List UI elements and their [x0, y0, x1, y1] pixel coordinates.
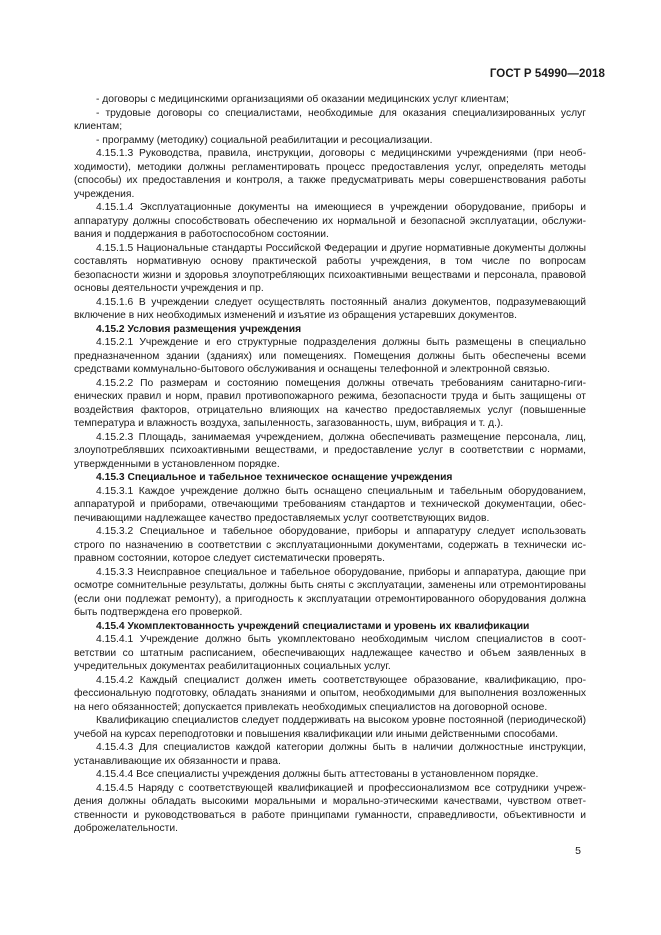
- paragraph: - программу (методику) социальной реабилитации и ресоциализации.: [96, 134, 433, 146]
- paragraph: 4.15.2.2 По размерам и состоянию помещения должны отвечать требованиям санитарно-гигиенических правил и норм, правил противопожарного режима, безопасности труда и быть защищены от воздействия факторов, отрицательно влияющих на качество предоставляемых услуг (повышенные температура и влажность воздуха, запыленность, загазованность, шум, вибрация и т. д.).: [74, 377, 586, 429]
- paragraph: 4.15.2.3 Площадь, занимаемая учреждением, должна обеспечивать размещение персонала, лиц, злоупотреблявших психоактивными веществами, и предоставление услуг в соответствии с нормами, утвержденными в установленном порядке.: [74, 431, 586, 470]
- paragraph: 4.15.4.3 Для специалистов каждой категории должны быть в наличии должностные инструкции, устанавливающие их обязанности и права.: [74, 742, 586, 767]
- paragraph: 4.15.3.1 Каждое учреждение должно быть оснащено специальным и табельным оборудованием, аппаратурой и приборами, отвечающими требованиям стандартов и технической документации, обеспечивающими надлежащее качество предоставляемых услуг соответствующих видов.: [74, 485, 586, 524]
- paragraph: 4.15.3.3 Неисправное специальное и табельное оборудование, приборы и аппаратура, дающие при осмотре сомнительные результаты, должны быть сняты с эксплуатации, заменены или отремонтированы (если они подлежат ремонту), а пригодность к эксплуатации отремонтированного оборудования должна быть подтверждена его проверкой.: [74, 566, 586, 618]
- paragraph: Квалификацию специалистов следует поддерживать на высоком уровне постоянной (периодической) учебой на курсах переподготовки и повышения квалификации или иными действенными способами.: [74, 715, 586, 740]
- page-number: 5: [575, 845, 581, 857]
- paragraph: 4.15.2.1 Учреждение и его структурные подразделения должны быть размещены в специально предназначенном здании (зданиях) или помещениях. Помещения должны быть обеспечены всеми средствами коммунально-бытового обслуживания и оснащены телефонной и электронной связью.: [74, 337, 586, 375]
- paragraph: - трудовые договоры со специалистами, необходимые для оказания специализированных услуг клиентам;: [74, 107, 586, 132]
- section-heading: 4.15.4 Укомплектованность учреждений специалистами и уровень их квалификации: [96, 620, 530, 632]
- paragraph: 4.15.3.2 Специальное и табельное оборудование, приборы и аппаратуру следует использовать строго по назначению в соответствии с эксплуатационными документами, содержать в технически исправном состоянии, которое следует систематически проверять.: [74, 526, 586, 564]
- paragraph: - договоры с медицинскими организациями об оказании медицинских услуг клиентам;: [96, 94, 509, 105]
- section-heading: 4.15.2 Условия размещения учреждения: [96, 323, 302, 335]
- paragraph: 4.15.1.4 Эксплуатационные документы на имеющиеся в учреждении оборудование, приборы и аппаратуру должны способствовать обеспечению их нормальной и безопасной эксплуатации, обслуживания и поддержания в работоспособном состоянии.: [74, 202, 586, 240]
- section-heading: 4.15.3 Специальное и табельное техническое оснащение учреждения: [96, 472, 453, 483]
- paragraph: 4.15.4.1 Учреждение должно быть укомплектовано необходимым числом специалистов в соответствии со штатным расписанием, обеспечивающих надлежащее качество и объем заявленных в учредительных документах реабилитационных социальных услуг.: [74, 634, 586, 672]
- paragraph: 4.15.1.6 В учреждении следует осуществлять постоянный анализ документов, подразумевающий включение в них необходимых изменений и изъятие из обращения устаревших документов.: [74, 296, 586, 321]
- paragraph: 4.15.1.5 Национальные стандарты Российской Федерации и другие нормативные документы должны составлять нормативную основу практической работы учреждения, в том числе по вопросам безопасности жизни и здоровья злоупотребляющих психоактивными веществами и персонала, правовой основы деятельности учреждения и пр.: [74, 242, 586, 294]
- document-body: [74, 93, 586, 836]
- paragraph: 4.15.4.2 Каждый специалист должен иметь соответствующее образование, квалификацию, профессиональную подготовку, обладать знаниями и опытом, необходимыми для выполнения возложенных на него обязанностей; допускается привлекать необходимых специалистов на договорной основе.: [74, 674, 586, 713]
- paragraph: 4.15.4.5 Наряду с соответствующей квалификацией и профессионализмом все сотрудники учреждения должны обладать высокими моральными и морально-этическими качествами, чувством ответственности и руководствоваться в работе принципами гуманности, справедливости, объективности и доброжелательности.: [74, 782, 586, 834]
- paragraph: 4.15.4.4 Все специалисты учреждения должны быть аттестованы в установленном порядке.: [96, 769, 539, 780]
- document-code-header: ГОСТ Р 54990—2018: [489, 68, 605, 80]
- paragraph: 4.15.1.3 Руководства, правила, инструкции, договоры с медицинскими учреждениями (при необходимости), методики должны регламентировать процесс предоставления услуг, определять методы (способы) их предоставления и контроля, а также предусматривать меры совершенствования работы учреждения.: [74, 148, 586, 200]
